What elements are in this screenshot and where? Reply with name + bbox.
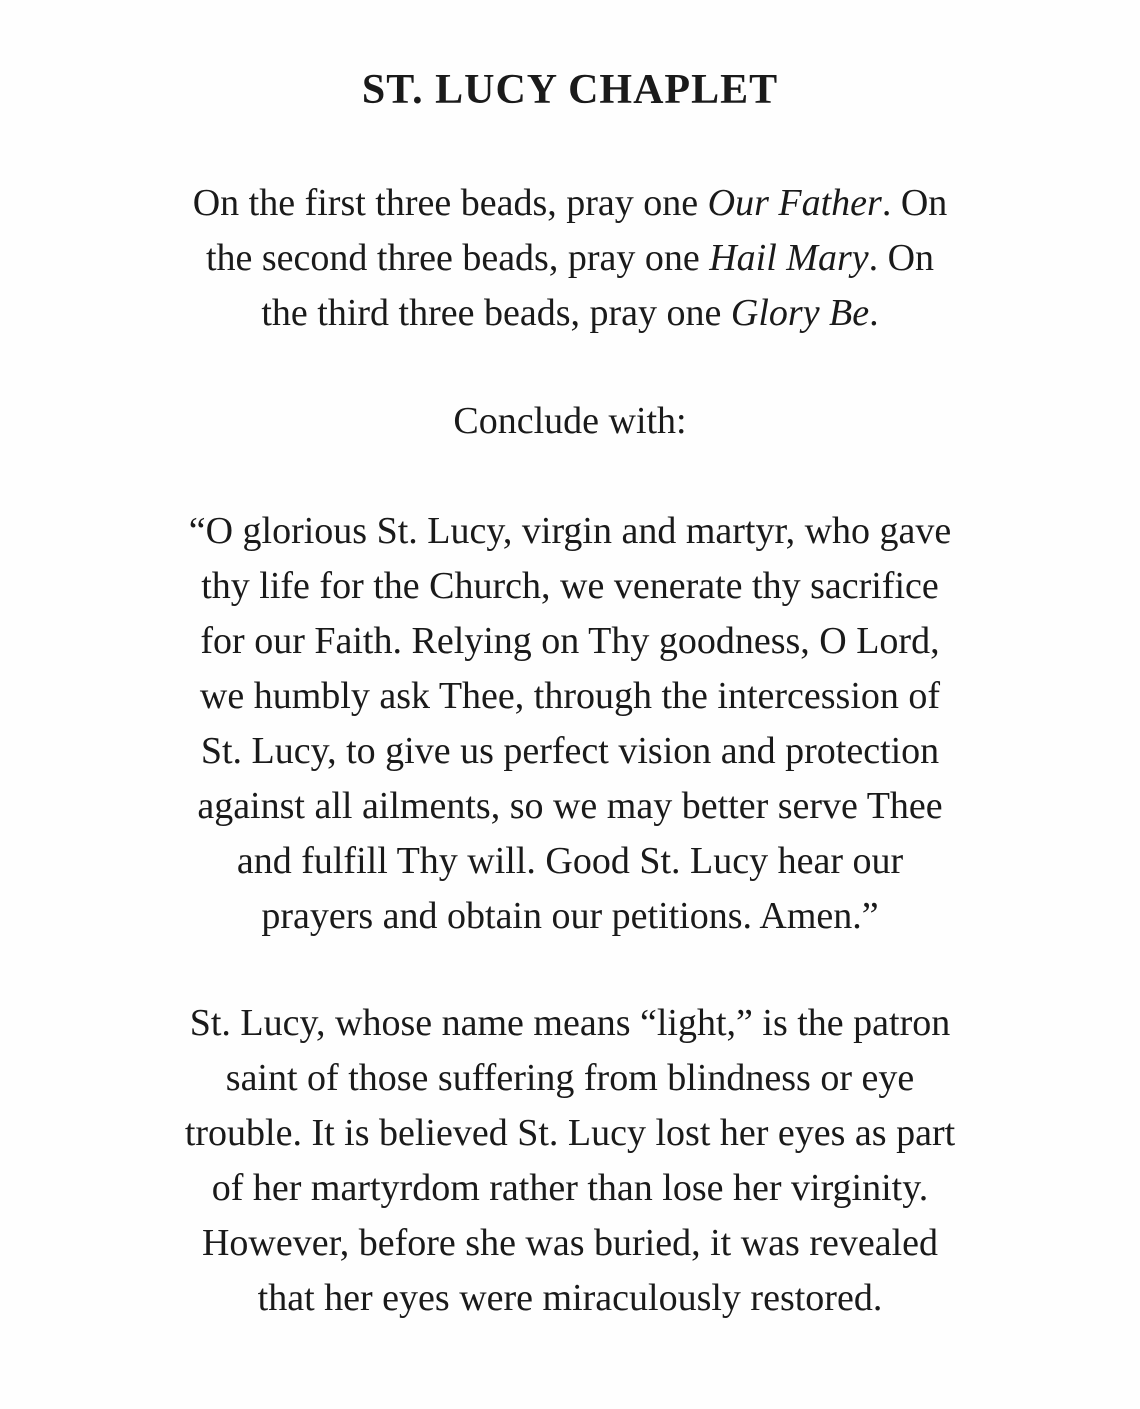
instruction-text: . On xyxy=(881,182,948,224)
instruction-text: . xyxy=(869,292,879,334)
page-title: ST. LUCY CHAPLET xyxy=(361,67,779,113)
instruction-text: . On xyxy=(868,237,935,279)
conclude-heading xyxy=(0,394,1140,449)
instruction-text: On the first three beads, pray one xyxy=(192,182,708,224)
prayer-name-our-father: Our Father xyxy=(707,182,882,224)
prayer-line: St. Lucy, to give us perfect vision and protection xyxy=(200,730,940,772)
prayer-line: for our Faith. Relying on Thy goodness, O Lord, xyxy=(200,620,940,662)
bio-line: trouble. It is believed St. Lucy lost her eyes as part xyxy=(184,1112,956,1154)
saint-biography xyxy=(0,996,1140,1326)
bio-line: saint of those suffering from blindness or eye xyxy=(225,1057,915,1099)
prayer-line: and fulfill Thy will. Good St. Lucy hear our xyxy=(236,840,904,882)
instruction-line xyxy=(0,286,1140,341)
instruction-text: the second three beads, pray one xyxy=(205,237,710,279)
bio-line: However, before she was buried, it was revealed xyxy=(201,1222,938,1264)
bio-line: St. Lucy, whose name means “light,” is the patron xyxy=(189,1002,951,1044)
bead-instructions xyxy=(0,176,1140,341)
prayer-name-hail-mary: Hail Mary xyxy=(709,237,869,279)
prayer-text xyxy=(0,504,1140,944)
prayer-line: prayers and obtain our petitions. Amen.” xyxy=(261,895,879,937)
instruction-text: the third three beads, pray one xyxy=(261,292,731,334)
bio-line: of her martyrdom rather than lose her virginity. xyxy=(211,1167,929,1209)
prayer-line: we humbly ask Thee, through the intercession of xyxy=(199,675,941,717)
conclude-text: Conclude with: xyxy=(453,400,687,442)
prayer-name-glory-be: Glory Be xyxy=(730,292,870,334)
bio-line: that her eyes were miraculously restored. xyxy=(257,1277,883,1319)
prayer-line: “O glorious St. Lucy, virgin and martyr, who gave xyxy=(188,510,952,552)
prayer-line: against all ailments, so we may better serve Thee xyxy=(197,785,943,827)
instruction-line xyxy=(0,176,1140,231)
prayer-line: thy life for the Church, we venerate thy sacrifice xyxy=(201,565,939,607)
instruction-line xyxy=(0,231,1140,286)
